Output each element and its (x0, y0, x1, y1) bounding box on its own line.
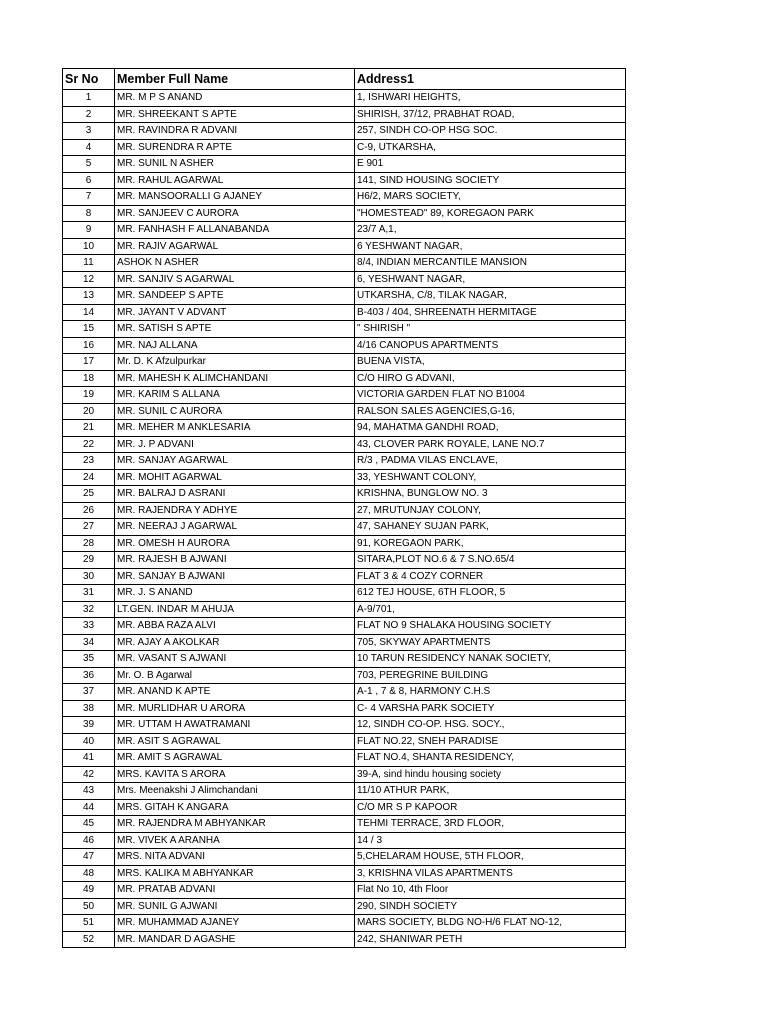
table-row (63, 882, 626, 899)
sr-no-cell: 34 (63, 634, 115, 651)
member-name-cell: Mr. D. K Afzulpurkar (115, 354, 355, 371)
table-row (63, 156, 626, 173)
sr-no-cell: 40 (63, 733, 115, 750)
sr-no-cell: 50 (63, 898, 115, 915)
sr-no-cell: 44 (63, 799, 115, 816)
table-row (63, 816, 626, 833)
sr-no-cell: 38 (63, 700, 115, 717)
sr-no-cell: 14 (63, 304, 115, 321)
sr-no-cell: 17 (63, 354, 115, 371)
sr-no-cell: 32 (63, 601, 115, 618)
member-name-cell: MR. AMIT S AGRAWAL (115, 750, 355, 767)
address-cell: 4/16 CANOPUS APARTMENTS (355, 337, 626, 354)
sr-no-cell: 49 (63, 882, 115, 899)
table-row (63, 700, 626, 717)
address-cell: 10 TARUN RESIDENCY NANAK SOCIETY, (355, 651, 626, 668)
table-row (63, 255, 626, 272)
sr-no-cell: 46 (63, 832, 115, 849)
address-cell: TEHMI TERRACE, 3RD FLOOR, (355, 816, 626, 833)
sr-no-cell: 21 (63, 420, 115, 437)
address-cell: 703, PEREGRINE BUILDING (355, 667, 626, 684)
member-name-cell: MR. SANJAY B AJWANI (115, 568, 355, 585)
table-row (63, 915, 626, 932)
sr-no-cell: 28 (63, 535, 115, 552)
member-name-cell: MR. RAJENDRA Y ADHYE (115, 502, 355, 519)
table-row (63, 420, 626, 437)
table-row (63, 123, 626, 140)
sr-no-cell: 36 (63, 667, 115, 684)
member-name-cell: MR. J. S ANAND (115, 585, 355, 602)
member-name-cell: MRS. NITA ADVANI (115, 849, 355, 866)
member-name-cell: MR. J. P ADVANI (115, 436, 355, 453)
address-cell: Flat No 10, 4th Floor (355, 882, 626, 899)
address-cell: B-403 / 404, SHREENATH HERMITAGE (355, 304, 626, 321)
address-cell: FLAT NO.22, SNEH PARADISE (355, 733, 626, 750)
sr-no-cell: 2 (63, 106, 115, 123)
table-row (63, 453, 626, 470)
address-cell: KRISHNA, BUNGLOW NO. 3 (355, 486, 626, 503)
address-cell: FLAT NO 9 SHALAKA HOUSING SOCIETY (355, 618, 626, 635)
table-row (63, 189, 626, 206)
member-name-cell: MR. MANDAR D AGASHE (115, 931, 355, 948)
table-row (63, 304, 626, 321)
sr-no-cell: 9 (63, 222, 115, 239)
address-cell: R/3 , PADMA VILAS ENCLAVE, (355, 453, 626, 470)
address-cell: 1, ISHWARI HEIGHTS, (355, 90, 626, 107)
member-name-cell: MR. OMESH H AURORA (115, 535, 355, 552)
member-name-cell: MR. RAVINDRA R ADVANI (115, 123, 355, 140)
table-row (63, 387, 626, 404)
address-cell: FLAT 3 & 4 COZY CORNER (355, 568, 626, 585)
member-name-cell: Mr. O. B Agarwal (115, 667, 355, 684)
address-cell: 8/4, INDIAN MERCANTILE MANSION (355, 255, 626, 272)
table-row (63, 832, 626, 849)
sr-no-cell: 3 (63, 123, 115, 140)
member-name-cell: MR. MANSOORALLI G AJANEY (115, 189, 355, 206)
member-name-cell: MR. KARIM S ALLANA (115, 387, 355, 404)
member-name-cell: MR. PRATAB ADVANI (115, 882, 355, 899)
table-row (63, 865, 626, 882)
member-name-cell: MR. FANHASH F ALLANABANDA (115, 222, 355, 239)
address-cell: "HOMESTEAD" 89, KOREGAON PARK (355, 205, 626, 222)
sr-no-cell: 30 (63, 568, 115, 585)
sr-no-cell: 45 (63, 816, 115, 833)
table-row (63, 205, 626, 222)
sr-no-cell: 10 (63, 238, 115, 255)
address-cell: 290, SINDH SOCIETY (355, 898, 626, 915)
member-name-cell: MR. MAHESH K ALIMCHANDANI (115, 370, 355, 387)
address-cell: 5,CHELARAM HOUSE, 5TH FLOOR, (355, 849, 626, 866)
table-row (63, 288, 626, 305)
member-name-cell: MR. SANJEEV C AURORA (115, 205, 355, 222)
address-cell: C/O HIRO G ADVANI, (355, 370, 626, 387)
sr-no-cell: 1 (63, 90, 115, 107)
table-row (63, 667, 626, 684)
table-row (63, 139, 626, 156)
table-row (63, 931, 626, 948)
address-cell: C- 4 VARSHA PARK SOCIETY (355, 700, 626, 717)
table-row (63, 502, 626, 519)
table-row (63, 799, 626, 816)
address-cell: A-9/701, (355, 601, 626, 618)
address-cell: 33, YESHWANT COLONY, (355, 469, 626, 486)
member-name-cell: MR. MEHER M ANKLESARIA (115, 420, 355, 437)
sr-no-cell: 15 (63, 321, 115, 338)
table-row (63, 403, 626, 420)
sr-no-cell: 5 (63, 156, 115, 173)
member-name-cell: MR. SATISH S APTE (115, 321, 355, 338)
member-name-cell: MR. MUHAMMAD AJANEY (115, 915, 355, 932)
address-cell: 43, CLOVER PARK ROYALE, LANE NO.7 (355, 436, 626, 453)
member-name-cell: MR. MOHIT AGARWAL (115, 469, 355, 486)
sr-no-cell: 33 (63, 618, 115, 635)
table-row (63, 849, 626, 866)
sr-no-cell: 23 (63, 453, 115, 470)
address-cell: UTKARSHA, C/8, TILAK NAGAR, (355, 288, 626, 305)
member-name-cell: MR. NAJ ALLANA (115, 337, 355, 354)
table-row (63, 172, 626, 189)
address-cell: " SHIRISH " (355, 321, 626, 338)
member-name-cell: MRS. GITAH K ANGARA (115, 799, 355, 816)
sr-no-cell: 37 (63, 684, 115, 701)
sr-no-cell: 19 (63, 387, 115, 404)
member-name-cell: MR. JAYANT V ADVANT (115, 304, 355, 321)
table-row (63, 370, 626, 387)
table-row (63, 486, 626, 503)
header-address1: Address1 (355, 69, 626, 90)
member-name-cell: MR. UTTAM H AWATRAMANI (115, 717, 355, 734)
sr-no-cell: 24 (63, 469, 115, 486)
table-row (63, 238, 626, 255)
sr-no-cell: 39 (63, 717, 115, 734)
sr-no-cell: 43 (63, 783, 115, 800)
member-name-cell: MR. RAJENDRA M ABHYANKAR (115, 816, 355, 833)
table-row (63, 552, 626, 569)
member-name-cell: MR. BALRAJ D ASRANI (115, 486, 355, 503)
member-name-cell: MR. ANAND K APTE (115, 684, 355, 701)
sr-no-cell: 42 (63, 766, 115, 783)
table-row (63, 585, 626, 602)
member-name-cell: MR. SANJIV S AGARWAL (115, 271, 355, 288)
address-cell: 94, MAHATMA GANDHI ROAD, (355, 420, 626, 437)
address-cell: A-1 , 7 & 8, HARMONY C.H.S (355, 684, 626, 701)
address-cell: 11/10 ATHUR PARK, (355, 783, 626, 800)
member-name-cell: MR. RAHUL AGARWAL (115, 172, 355, 189)
member-name-cell: MR. RAJIV AGARWAL (115, 238, 355, 255)
member-name-cell: MR. SHREEKANT S APTE (115, 106, 355, 123)
address-cell: 141, SIND HOUSING SOCIETY (355, 172, 626, 189)
table-row (63, 783, 626, 800)
member-name-cell: MR. ABBA RAZA ALVI (115, 618, 355, 635)
address-cell: 14 / 3 (355, 832, 626, 849)
member-name-cell: Mrs. Meenakshi J Alimchandani (115, 783, 355, 800)
sr-no-cell: 16 (63, 337, 115, 354)
table-row (63, 766, 626, 783)
member-name-cell: MR. SUNIL N ASHER (115, 156, 355, 173)
address-cell: 6, YESHWANT NAGAR, (355, 271, 626, 288)
member-address-table (62, 68, 626, 948)
sr-no-cell: 26 (63, 502, 115, 519)
table-row (63, 651, 626, 668)
address-cell: MARS SOCIETY, BLDG NO-H/6 FLAT NO-12, (355, 915, 626, 932)
sr-no-cell: 27 (63, 519, 115, 536)
table-row (63, 898, 626, 915)
member-name-cell: MR. SURENDRA R APTE (115, 139, 355, 156)
table-row (63, 717, 626, 734)
address-cell: 12, SINDH CO-OP. HSG. SOCY., (355, 717, 626, 734)
address-cell: 257, SINDH CO-OP HSG SOC. (355, 123, 626, 140)
sr-no-cell: 18 (63, 370, 115, 387)
member-name-cell: MR. NEERAJ J AGARWAL (115, 519, 355, 536)
table-row (63, 469, 626, 486)
address-cell: 23/7 A,1, (355, 222, 626, 239)
table-row (63, 568, 626, 585)
sr-no-cell: 22 (63, 436, 115, 453)
table-row (63, 436, 626, 453)
table-body (63, 90, 626, 948)
address-cell: FLAT NO.4, SHANTA RESIDENCY, (355, 750, 626, 767)
address-cell: 47, SAHANEY SUJAN PARK, (355, 519, 626, 536)
address-cell: 612 TEJ HOUSE, 6TH FLOOR, 5 (355, 585, 626, 602)
address-cell: C-9, UTKARSHA, (355, 139, 626, 156)
sr-no-cell: 41 (63, 750, 115, 767)
table-row (63, 90, 626, 107)
table-row (63, 337, 626, 354)
sr-no-cell: 35 (63, 651, 115, 668)
table-row (63, 618, 626, 635)
address-cell: C/O MR S P KAPOOR (355, 799, 626, 816)
address-cell: SITARA,PLOT NO.6 & 7 S.NO.65/4 (355, 552, 626, 569)
table-row (63, 733, 626, 750)
sr-no-cell: 47 (63, 849, 115, 866)
sr-no-cell: 29 (63, 552, 115, 569)
table-row (63, 106, 626, 123)
sr-no-cell: 12 (63, 271, 115, 288)
table-row (63, 519, 626, 536)
sr-no-cell: 48 (63, 865, 115, 882)
sr-no-cell: 13 (63, 288, 115, 305)
table-row (63, 601, 626, 618)
sr-no-cell: 52 (63, 931, 115, 948)
sr-no-cell: 7 (63, 189, 115, 206)
table-row (63, 535, 626, 552)
header-member-full-name: Member Full Name (115, 69, 355, 90)
header-row (63, 69, 626, 90)
header-sr-no: Sr No (63, 69, 115, 90)
table-row (63, 354, 626, 371)
member-name-cell: MR. SANJAY AGARWAL (115, 453, 355, 470)
member-name-cell: MR. AJAY A AKOLKAR (115, 634, 355, 651)
address-cell: 27, MRUTUNJAY COLONY, (355, 502, 626, 519)
address-cell: 6 YESHWANT NAGAR, (355, 238, 626, 255)
table-row (63, 222, 626, 239)
address-cell: RALSON SALES AGENCIES,G-16, (355, 403, 626, 420)
sr-no-cell: 25 (63, 486, 115, 503)
address-cell: 705, SKYWAY APARTMENTS (355, 634, 626, 651)
member-name-cell: MR. SUNIL G AJWANI (115, 898, 355, 915)
sr-no-cell: 8 (63, 205, 115, 222)
table-row (63, 634, 626, 651)
address-cell: 242, SHANIWAR PETH (355, 931, 626, 948)
sr-no-cell: 51 (63, 915, 115, 932)
member-name-cell: MR. M P S ANAND (115, 90, 355, 107)
address-cell: SHIRISH, 37/12, PRABHAT ROAD, (355, 106, 626, 123)
member-name-cell: MR. VIVEK A ARANHA (115, 832, 355, 849)
table-row (63, 684, 626, 701)
sr-no-cell: 31 (63, 585, 115, 602)
member-name-cell: MR. ASIT S AGRAWAL (115, 733, 355, 750)
table-row (63, 750, 626, 767)
member-name-cell: MRS. KAVITA S ARORA (115, 766, 355, 783)
member-name-cell: ASHOK N ASHER (115, 255, 355, 272)
sr-no-cell: 4 (63, 139, 115, 156)
address-cell: VICTORIA GARDEN FLAT NO B1004 (355, 387, 626, 404)
sr-no-cell: 20 (63, 403, 115, 420)
table-row (63, 321, 626, 338)
member-name-cell: MR. VASANT S AJWANI (115, 651, 355, 668)
member-name-cell: LT.GEN. INDAR M AHUJA (115, 601, 355, 618)
address-cell: 3, KRISHNA VILAS APARTMENTS (355, 865, 626, 882)
address-cell: E 901 (355, 156, 626, 173)
member-name-cell: MR. RAJESH B AJWANI (115, 552, 355, 569)
address-cell: H6/2, MARS SOCIETY, (355, 189, 626, 206)
address-cell: 91, KOREGAON PARK, (355, 535, 626, 552)
address-cell: 39-A, sind hindu housing society (355, 766, 626, 783)
member-name-cell: MR. MURLIDHAR U ARORA (115, 700, 355, 717)
table-row (63, 271, 626, 288)
member-name-cell: MR. SANDEEP S APTE (115, 288, 355, 305)
address-cell: BUENA VISTA, (355, 354, 626, 371)
member-name-cell: MRS. KALIKA M ABHYANKAR (115, 865, 355, 882)
sr-no-cell: 11 (63, 255, 115, 272)
sr-no-cell: 6 (63, 172, 115, 189)
member-name-cell: MR. SUNIL C AURORA (115, 403, 355, 420)
